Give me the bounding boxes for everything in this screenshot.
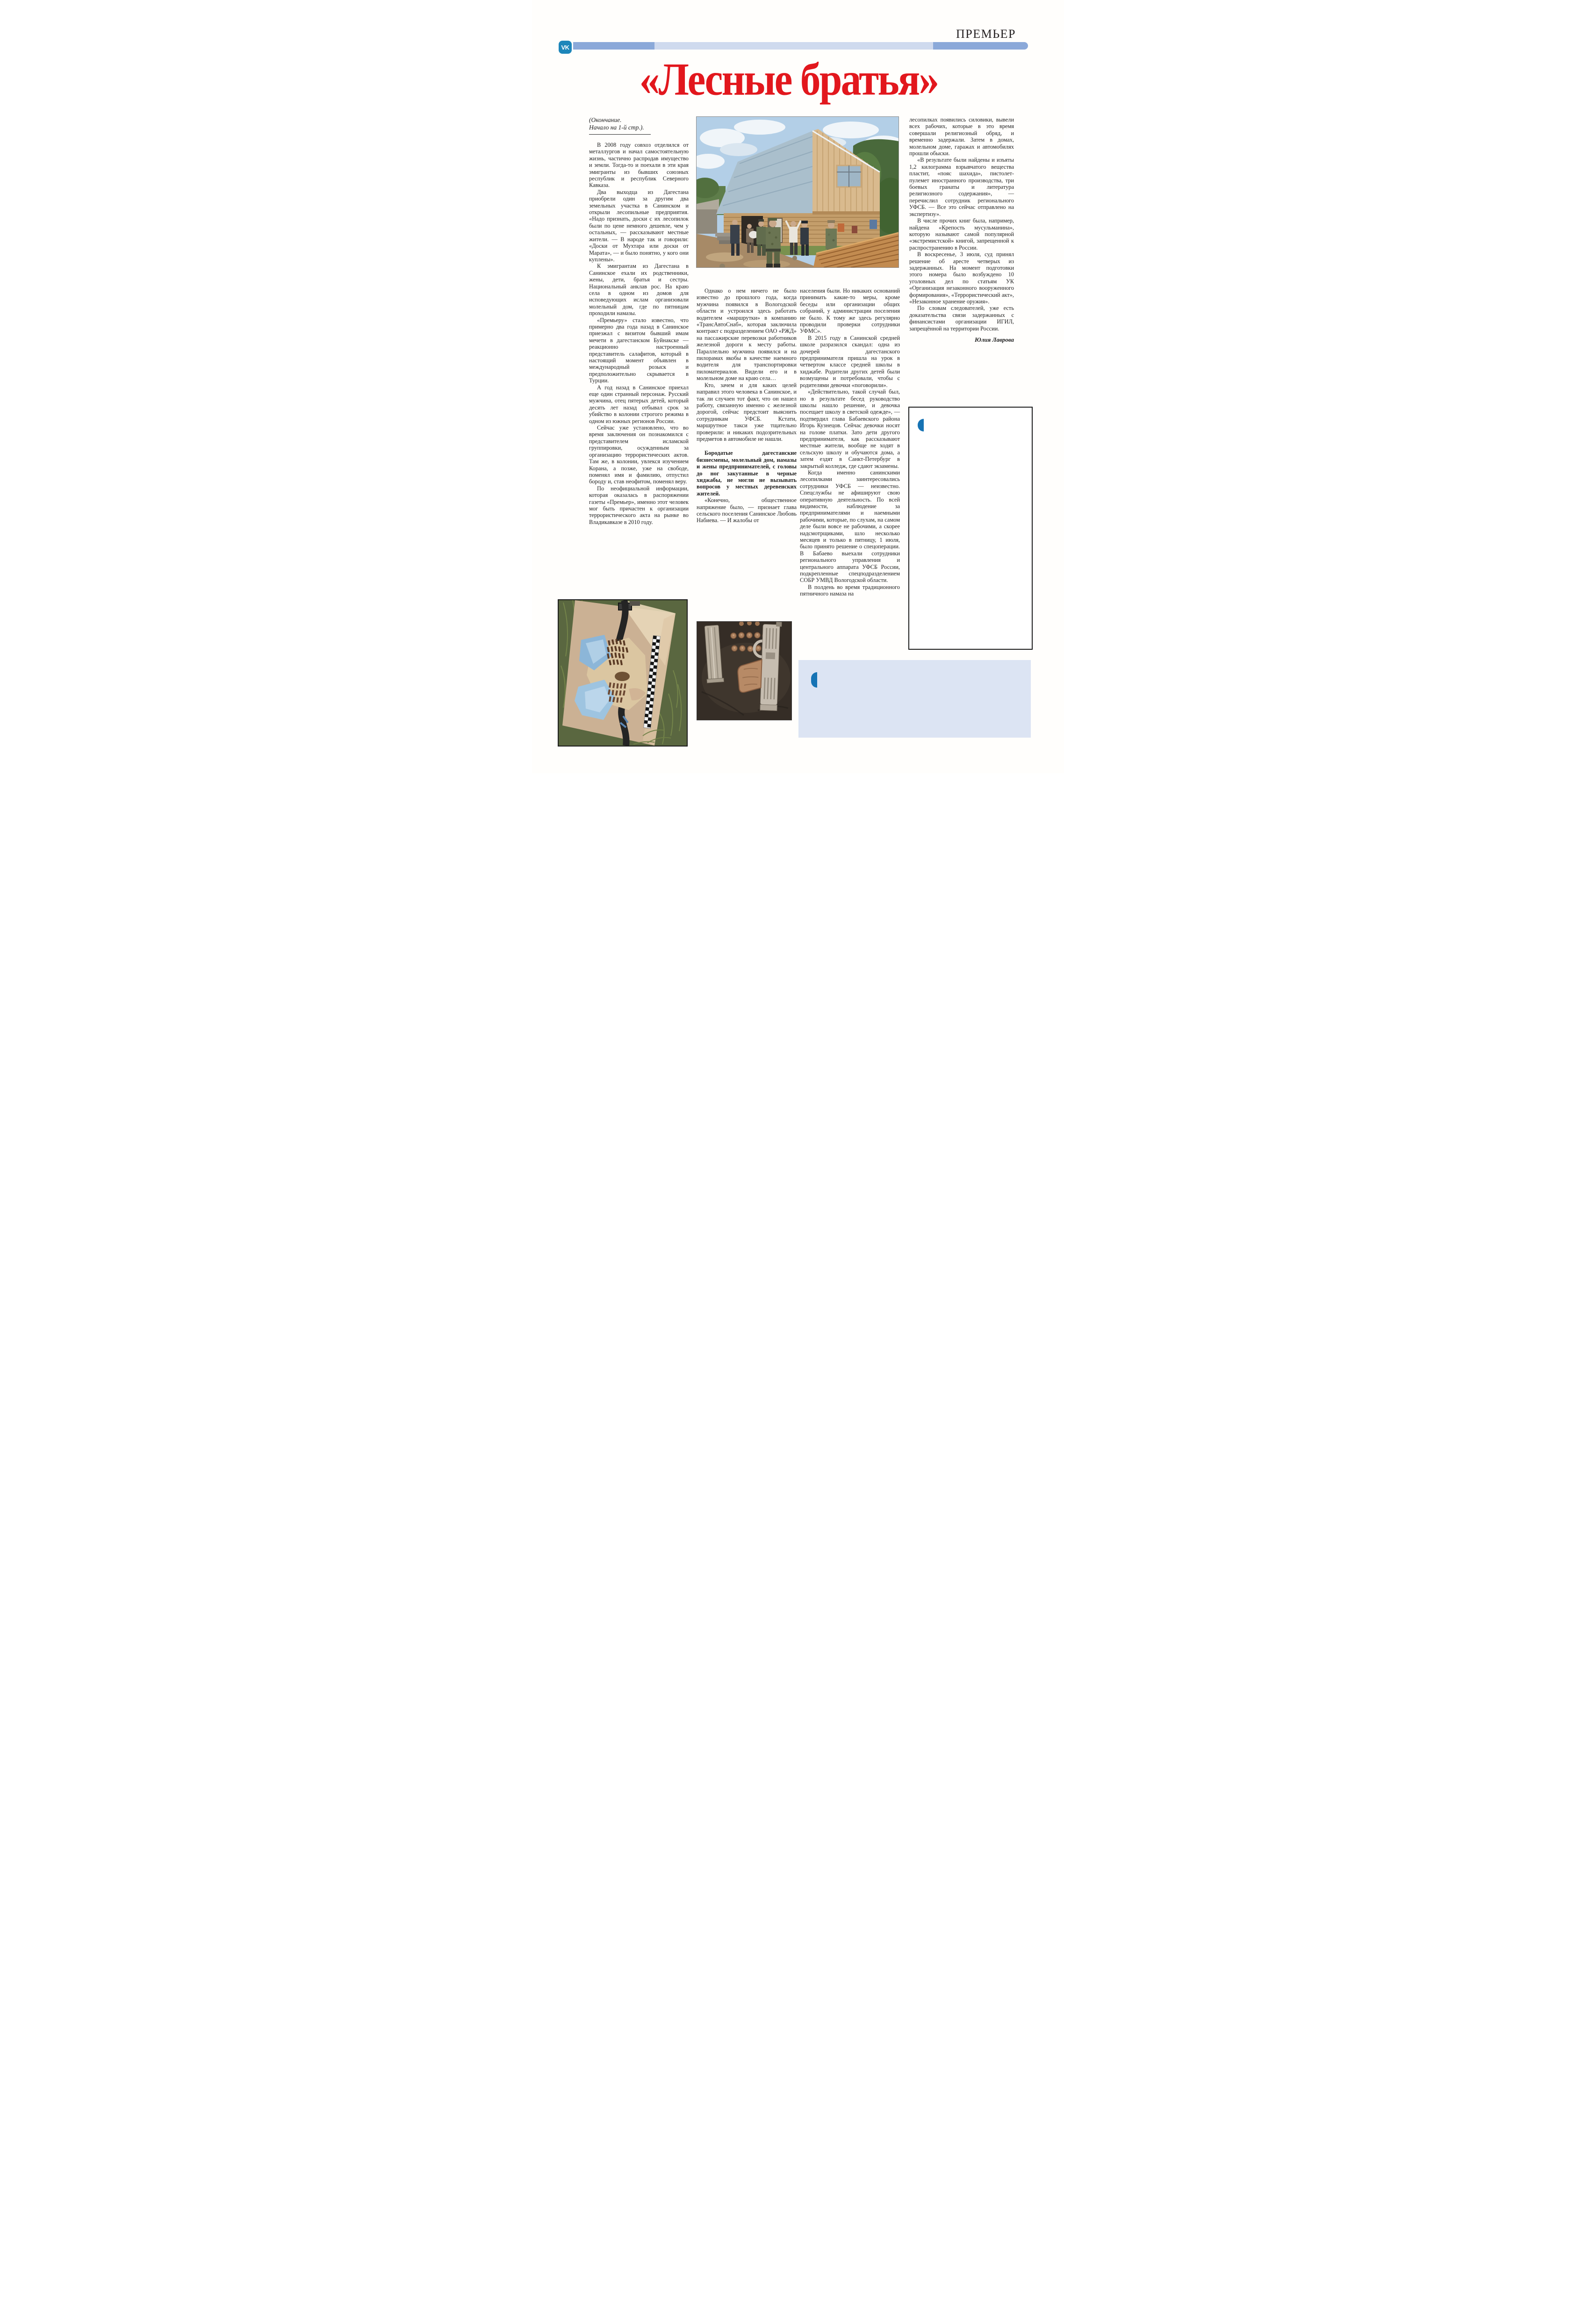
quote-mark-icon	[918, 419, 924, 431]
vk-icon[interactable]	[559, 41, 572, 54]
body-paragraph: В полдень во время традиционного пятничного намаза на	[800, 583, 900, 597]
vk-icon-label: VK	[561, 43, 569, 51]
bold-lead-paragraph: Бородатые дагестанские бизнесмены, молельный дом, намазы и жены предпринимателей, с головы до ног закутанные в черные хиджабы, не могли не вызывать вопросов у местных деревенских жителей.	[697, 450, 797, 497]
photo-gun-evidence	[697, 622, 791, 720]
column-3-body	[800, 335, 900, 597]
newspaper-page	[532, 0, 1064, 773]
body-paragraph: «Конечно, общественное напряжение было, — признает глава сельского поселения Санинское Любовь Набиева. — И жалобы от	[697, 497, 797, 524]
text-column-1	[589, 116, 689, 525]
masthead-rule-segment	[654, 42, 933, 50]
column-1-body	[589, 142, 689, 525]
body-paragraph: По неофициальной информации, которая оказалась в распоряжении газеты «Премьер», именно этот человек мог быть причастен к организации террористического акта на рынке во Владикавказе в 2010 году.	[589, 485, 689, 525]
column-2-body	[697, 287, 797, 442]
body-paragraph: «В результате были найдены и изъяты 1,2 килограмма взрывчатого вещества пластит, «пояс шахида», пистолет-пулемет иностранного производства, три боевых гранаты и литература религиозного содержания», — перечислил сотрудник регионального УФСБ. — Все это сейчас отправлено на экспертизу».	[909, 157, 1014, 217]
masthead-rule-segment	[933, 42, 1028, 50]
gun-evidence-illustration	[697, 622, 791, 720]
body-paragraph: А год назад в Санинское приехал еще один странный персонаж. Русский мужчина, отец пятерых детей, который десять лет назад отбывал срок за убийство в колонии строгого режима в одном из южных регионов России.	[589, 384, 689, 424]
text-column-3	[800, 287, 900, 597]
body-paragraph-continuation: лесопилках появились силовики, вывели всех рабочих, которые в это время совершали религиозный обряд, и временно задержали. Затем в домах, молельном доме, гаражах и автомобилях прошли обыски.	[909, 116, 1014, 157]
note-divider	[589, 134, 651, 135]
paragraph-gap	[697, 442, 797, 450]
body-paragraph: «Премьеру» стало известно, что примерно два года назад в Санинское приезжал с визитом бывший имам мечети в дагестанском Буйнакске — реакционно настроенный представитель салафитов, который в настоящий момент объявлен в международный розыск и предположительно скрывается в Турции.	[589, 316, 689, 384]
body-paragraph: Сейчас уже установлено, что во время заключения он познакомился с представителем исламской группировки, осужденным за организацию террористических актов. Там же, в колонии, увлекся изучением Корана, а позже, уже на свободе, поменял имя и фамилию, отпустил бороду и, став неофитом, поменял веру.	[589, 424, 689, 485]
masthead-rule-segment	[573, 42, 654, 50]
body-paragraph: В воскресенье, 3 июля, суд принял решение об аресте четверых из задержанных. На момент подготовки этого номера было возбуждено 10 уголовных дел по статьям УК «Организация незаконного вооруженного формирования», «Террористический акт», «Незаконное хранение оружия».	[909, 251, 1014, 305]
text-column-4	[909, 116, 1014, 343]
body-paragraph: «Действительно, такой случай был, но в результате бесед руководство школы нашло решение, и девочка посещает школу в светской одежде», — подтвердил глава Бабаевского района Игорь Кузнецов. Сейчас девочки носят на голове платки. Зато дети другого предпринимателя, как рассказывают местные жители, вообще не ходят в сельскую школу и обучаются дома, а затем ездят в Санкт-Петербург в закрытый колледж, где сдают экзамены.	[800, 388, 900, 469]
continuation-note: Начало на 1-й стр.).	[589, 124, 644, 131]
article-headline	[561, 53, 1016, 105]
body-paragraph: По словам следователей, уже есть доказательства связи задержанных с финансистами организации ИГИЛ, запрещённой на территории России.	[909, 305, 1014, 332]
body-paragraph: Два выходца из Дагестана приобрели один за другим два земельных участка в Санинском и открыли лесопильные предприятия. «Надо признать, доски с их лесопилок были по цене немного дешевле, чем у остальных, — рассказывают местные жители. — В народе так и говорили: «Доски от Мухтара или доски от Марата», — и было понятно, у кого они куплены».	[589, 188, 689, 263]
quote-mark-icon	[811, 672, 817, 688]
body-paragraph-continuation: населения были. Но никаких оснований принимать какие-то меры, кроме беседы или организации общих собраний, у администрации поселения не было. К тому же здесь регулярно проводили проверки сотрудники УФМС».	[800, 287, 900, 335]
body-paragraph: К эмигрантам из Дагестана в Санинское ехали их родственники, жены, дети, братья и сестры. Национальный анклав рос. На краю села в одном из домов для исповедующих ислам организовали молельный дом, где по пятницам проходили намазы.	[589, 263, 689, 317]
house-raid-illustration	[697, 117, 899, 267]
bottom-quote-panel	[798, 660, 1031, 738]
continuation-note: (Окончание.	[589, 116, 622, 123]
body-paragraph: В 2008 году совхоз отделился от металлургов и начал самостоятельную жизнь, частично распродав имущество и земли. Тогда-то и поехали в эти края эмигранты из бывших союзных республик и республик Северного Кавказа.	[589, 142, 689, 189]
body-paragraph: В числе прочих книг была, например, найдена «Крепость мусульманина», которую называют самой популярной «экстремистской» книгой, запрещенной к распространению в России.	[909, 217, 1014, 251]
text-column-2	[697, 287, 797, 524]
masthead-rule	[573, 42, 1028, 50]
photo-sawmill-house-raid	[697, 117, 899, 267]
article-headline-text: «Лесные братья»	[639, 53, 938, 105]
pull-quote-box	[908, 407, 1033, 650]
body-paragraph: В 2015 году в Санинской средней школе разразился скандал: одна из дочерей дагестанского предпринимателя пришла на урок в четвертом классе средней школы в хиджабе. Родители других детей были возмущены и потребовали, чтобы с родителями девочки «поговорили».	[800, 334, 900, 388]
belt-evidence-illustration	[559, 600, 687, 746]
masthead-title: ПРЕМЬЕР	[956, 27, 1016, 41]
column-4-body	[909, 157, 1014, 332]
photo-belt-evidence	[558, 599, 688, 747]
body-paragraph: Когда именно санинскими лесопилками заинтересовались сотрудники УФСБ — неизвестно. Спецслужбы не афишируют свою оперативную деятельность. По всей видимости, наблюдение за предпринимателями и наемными рабочими, которые, по слухам, на самом деле были вовсе не рабочими, а скорее надсмотрщиками, шло несколько месяцев и только в пятницу, 1 июля, было принято решение о спецоперации. В Бабаево выехали сотрудники регионального управления и центрального аппарата УФСБ России, подкрепленные спецподразделением СОБР УМВД Вологодской области.	[800, 469, 900, 584]
body-paragraph: Кто, зачем и для каких целей направил этого человека в Санинское, и так ли случаен тот факт, что он нашел работу, связанную именно с железной дорогой, сейчас предстоит выяснить сотрудникам УФСБ. Кстати, маршрутное такси уже тщательно проверили: и никаких подозрительных предметов в автомобиле не нашли.	[697, 381, 797, 442]
author-byline: Юлия Лаврова	[974, 336, 1014, 343]
body-paragraph: Однако о нем ничего не было известно до прошлого года, когда мужчина появился в Вологодской области и устроился здесь работать водителем «маршрутки» в компанию «ТрансАвтоСнаб», которая заключила контракт с подразделением ОАО «РЖД» на пассажирские перевозки работников железной дороги к месту работы. Параллельно мужчина появился и на пилорамах якобы в качестве наемного водителя для транспортировки пиломатериалов. Видели его и в молельном доме на краю села…	[697, 287, 797, 382]
